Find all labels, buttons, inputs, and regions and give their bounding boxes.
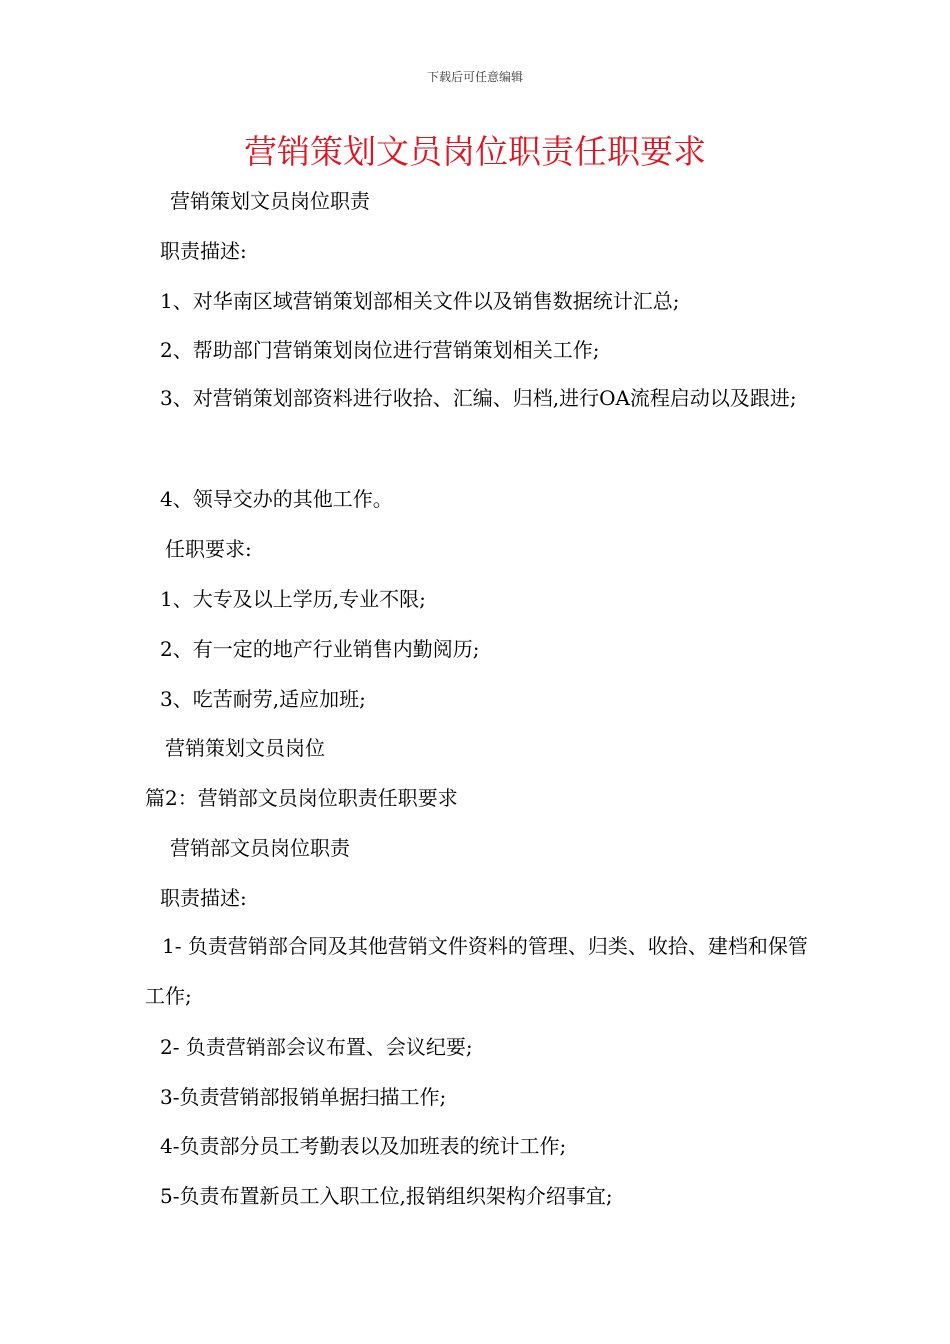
duty-item: 2、帮助部门营销策划岗位进行营销策划相关工作;: [160, 338, 600, 362]
subheading-duties: 职责描述:: [160, 886, 247, 910]
requirement-item: 3、吃苦耐劳,适应加班;: [160, 687, 366, 711]
duty-item: 2- 负责营销部会议布置、会议纪要;: [160, 1035, 473, 1059]
duty-item: 1、对华南区域营销策划部相关文件以及销售数据统计汇总;: [160, 289, 680, 313]
duty-item: 3-负责营销部报销单据扫描工作;: [160, 1085, 447, 1109]
requirement-item: 1、大专及以上学历,专业不限;: [160, 587, 426, 611]
duty-item: 5-负责布置新员工入职工位,报销组织架构介绍事宜;: [160, 1184, 613, 1208]
document-title: 营销策划文员岗位职责任职要求: [244, 132, 706, 171]
duty-item: 1- 负责营销部合同及其他营销文件资料的管理、归类、收拾、建档和保管工作;: [145, 934, 808, 1008]
header-note: 下载后可任意编辑: [426, 70, 523, 84]
duty-item: 4、领导交办的其他工作。: [160, 487, 393, 511]
duty-item: 3、对营销策划部资料进行收拾、汇编、归档,进行OA流程启动以及跟进;: [160, 386, 797, 410]
subheading-duties: 职责描述:: [160, 239, 247, 263]
section-heading: 营销策划文员岗位: [165, 736, 325, 760]
part-heading: 篇2：营销部文员岗位职责任职要求: [145, 786, 458, 810]
section-heading: 营销部文员岗位职责: [170, 836, 350, 860]
duty-item: 4-负责部分员工考勤表以及加班表的统计工作;: [160, 1134, 567, 1158]
subheading-requirements: 任职要求:: [165, 537, 252, 561]
section-heading: 营销策划文员岗位职责: [170, 189, 370, 213]
requirement-item: 2、有一定的地产行业销售内勤阅历;: [160, 637, 480, 661]
